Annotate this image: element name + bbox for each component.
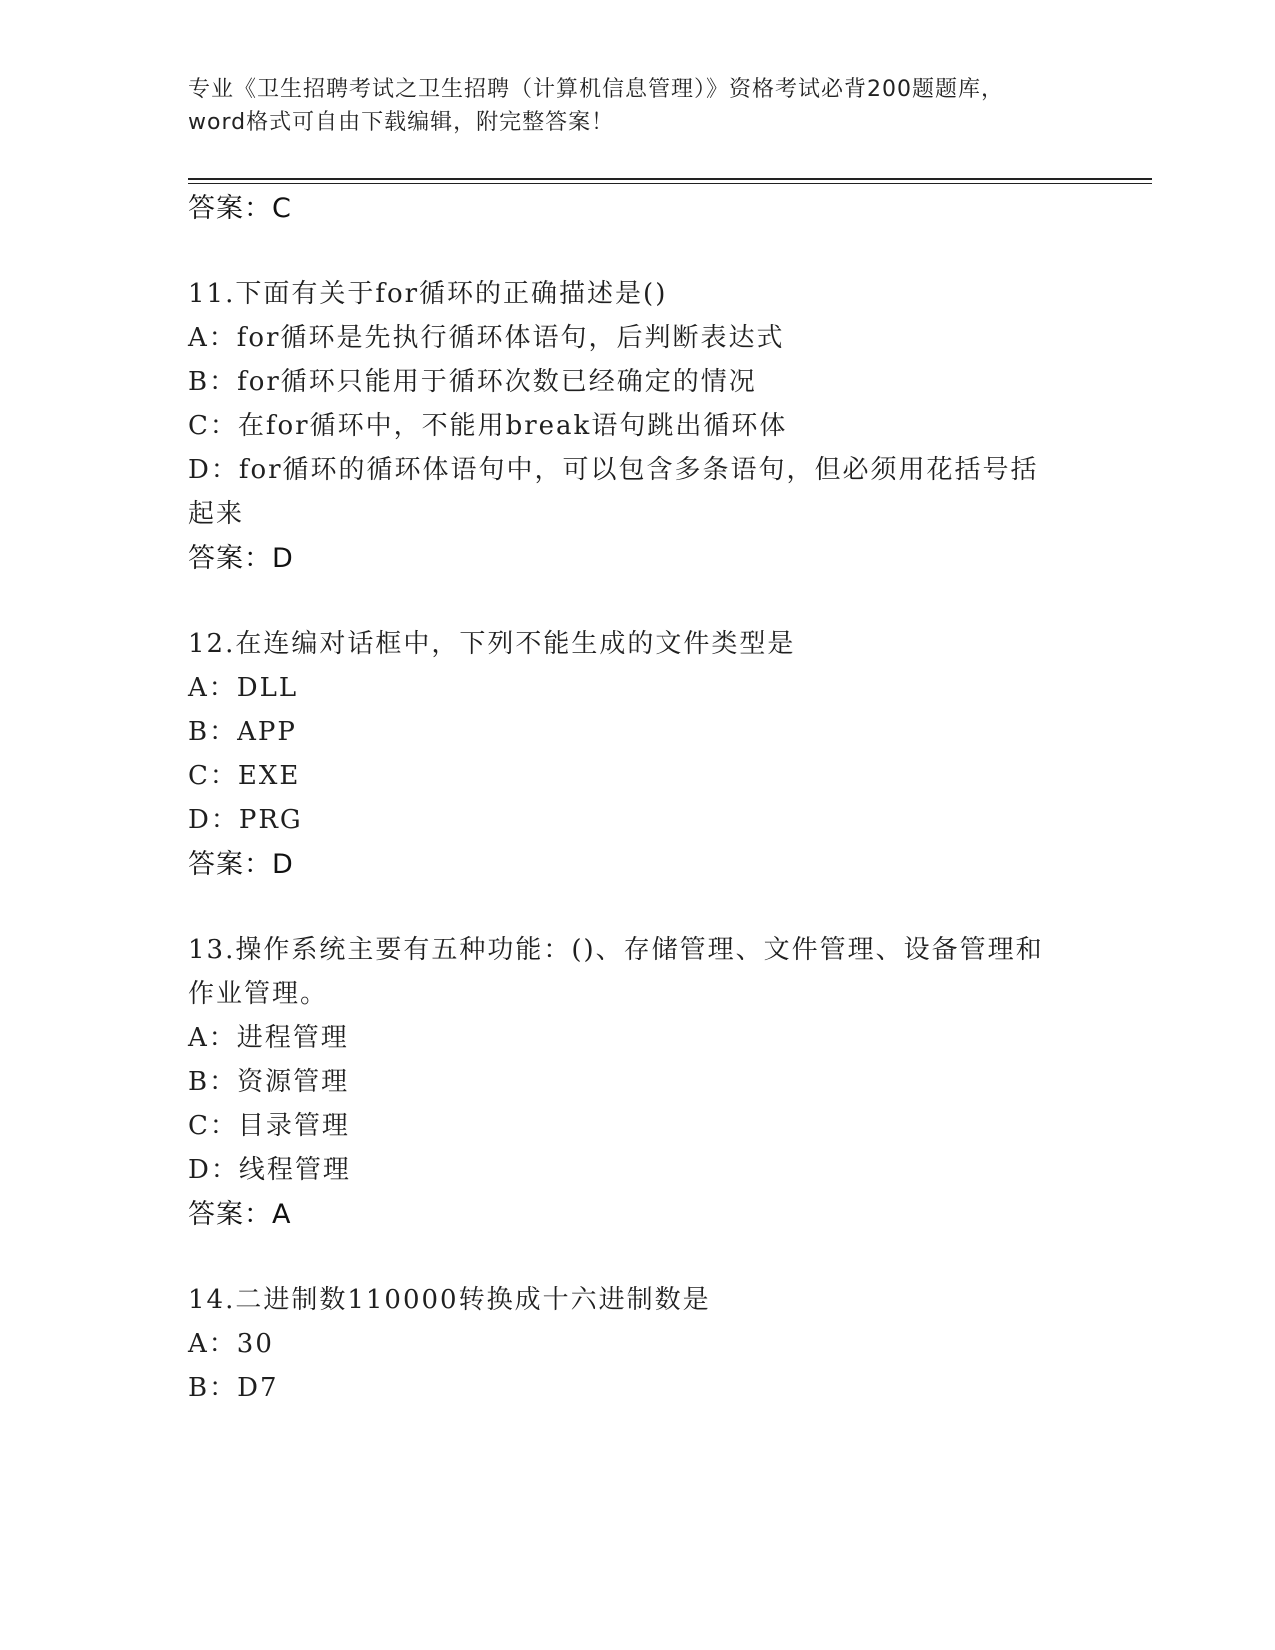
question-13-option-b: B：资源管理 (188, 1067, 350, 1097)
question-12-option-d: D：PRG (188, 805, 303, 835)
question-12-option-b: B：APP (188, 717, 297, 747)
question-12-stem: 12.在连编对话框中，下列不能生成的文件类型是 (188, 629, 796, 659)
question-12-option-c: C：EXE (188, 761, 301, 791)
question-14-option-b: B：D7 (188, 1373, 279, 1403)
header-divider-thick (188, 178, 1152, 180)
question-13-answer: 答案：A (188, 1199, 292, 1230)
question-13-stem-continued: 作业管理。 (188, 979, 329, 1009)
question-11-option-a: A：for循环是先执行循环体语句，后判断表达式 (188, 323, 785, 353)
question-11-stem: 11.下面有关于for循环的正确描述是() (188, 279, 668, 309)
question-13-stem: 13.操作系统主要有五种功能：()、存储管理、文件管理、设备管理和 (188, 935, 1044, 965)
question-12-answer: 答案：D (188, 849, 294, 880)
header-divider-thin (188, 183, 1152, 184)
header-line-2: word格式可自由下载编辑，附完整答案！ (188, 110, 615, 135)
question-11-option-d-continued: 起来 (188, 499, 245, 529)
question-11-option-d: D：for循环的循环体语句中，可以包含多条语句，但必须用花括号括 (188, 455, 1039, 485)
header-line-1: 专业《卫生招聘考试之卫生招聘（计算机信息管理）》资格考试必背200题题库， (188, 77, 1004, 102)
question-11-answer: 答案：D (188, 543, 294, 574)
question-11-option-c: C：在for循环中，不能用break语句跳出循环体 (188, 411, 788, 441)
question-14-option-a: A：30 (188, 1329, 274, 1359)
question-14-stem: 14.二进制数110000转换成十六进制数是 (188, 1285, 711, 1315)
question-11-option-b: B：for循环只能用于循环次数已经确定的情况 (188, 367, 757, 397)
question-12-option-a: A：DLL (188, 673, 299, 703)
question-13-option-c: C：目录管理 (188, 1111, 350, 1141)
answer-text: 答案：C (188, 193, 292, 224)
question-13-option-a: A：进程管理 (188, 1023, 349, 1053)
question-13-option-d: D：线程管理 (188, 1155, 351, 1185)
document-header (188, 73, 1088, 139)
